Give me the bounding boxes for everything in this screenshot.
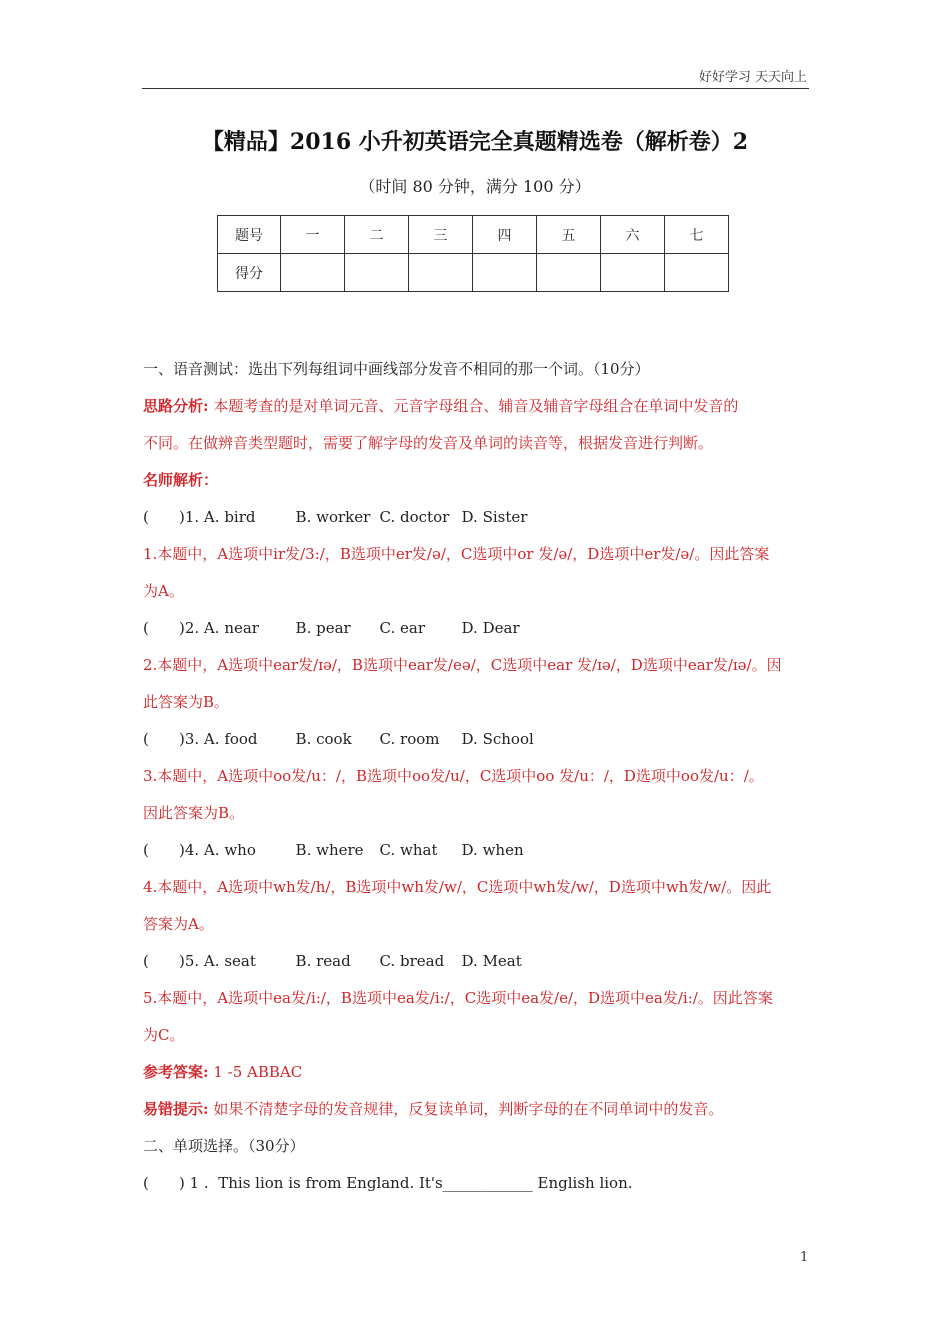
option-c: C. room: [379, 730, 440, 748]
explanation-line: 3.本题中，A选项中oo发/u：/，B选项中oo发/u/，C选项中oo 发/u：/，D选项中oo发/u：/。: [143, 767, 764, 785]
score-table-column: 二: [345, 216, 409, 254]
answer-blank[interactable]: [153, 1165, 179, 1202]
option-d: D. School: [461, 730, 534, 748]
option-a: bird: [219, 508, 256, 526]
explanation-line: 2.本题中，A选项中ear发/ɪə/，B选项中ear发/eə/，C选项中ear 发/ɪə/，D选项中ear发/ɪə/。因: [143, 656, 782, 674]
score-cell: [601, 254, 665, 292]
answer-blank[interactable]: [153, 832, 179, 869]
page-number: 1: [800, 1250, 809, 1265]
open-paren: (: [143, 619, 149, 637]
open-paren: (: [143, 841, 149, 859]
question-number: )3. A.: [179, 730, 220, 748]
score-table-header-row: [218, 216, 729, 254]
tip-label: 易错提示:: [143, 1100, 209, 1118]
score-cell: [409, 254, 473, 292]
option-b: B. cook: [295, 730, 352, 748]
option-a: who: [219, 841, 256, 859]
question-row: [143, 1165, 808, 1202]
analysis-line-2: 不同。在做辨音类型题时，需要了解字母的发音及单词的读音等，根据发音进行判断。: [143, 434, 714, 452]
open-paren: (: [143, 1174, 149, 1192]
question-row: [143, 832, 808, 869]
option-c: C. bread: [379, 952, 445, 970]
question-row: [143, 721, 808, 758]
analysis-label: 思路分析:: [143, 397, 209, 415]
score-table-label: 题号: [218, 216, 281, 254]
answer-label: 参考答案:: [143, 1063, 209, 1081]
page-title: 【精品】2016 小升初英语完全真题精选卷（解析卷）2: [201, 129, 749, 155]
option-c: C. ear: [379, 619, 426, 637]
option-c: C. doctor: [379, 508, 450, 526]
score-cell: [281, 254, 345, 292]
score-table-column: 六: [601, 216, 665, 254]
document-body: [143, 351, 808, 1202]
score-cell: [537, 254, 601, 292]
answer-blank[interactable]: [153, 610, 179, 647]
page-subtitle: （时间 80 分钟，满分 100 分）: [359, 177, 591, 196]
option-d: D. when: [461, 841, 524, 859]
option-b: B. worker: [295, 508, 371, 526]
explanation-line: 4.本题中，A选项中wh发/h/，B选项中wh发/w/，C选项中wh发/w/，D选项中wh发/w/。因此: [143, 878, 772, 896]
score-table-column: 四: [473, 216, 537, 254]
option-d: D. Sister: [461, 508, 528, 526]
option-a: near: [219, 619, 259, 637]
option-a: food: [219, 730, 258, 748]
score-cell: [345, 254, 409, 292]
question-number: )4. A.: [179, 841, 220, 859]
score-table-column: 五: [537, 216, 601, 254]
explanation-line: 为C。: [143, 1026, 185, 1044]
score-cell: [473, 254, 537, 292]
analysis-line: [143, 388, 808, 425]
explanation-line: 因此答案为B。: [143, 804, 245, 822]
score-table: [217, 215, 729, 292]
score-table-column: 一: [281, 216, 345, 254]
answer-blank[interactable]: [153, 943, 179, 980]
open-paren: (: [143, 730, 149, 748]
score-table-score-row: [218, 254, 729, 292]
option-b: B. pear: [295, 619, 351, 637]
answer-text: 1 -5 ABBAC: [208, 1063, 303, 1081]
question-number: )2. A.: [179, 619, 220, 637]
answer-blank[interactable]: [153, 721, 179, 758]
explanation-line: 1.本题中，A选项中ir发/3:/，B选项中er发/ə/，C选项中or 发/ə/，D选项中er发/ə/。因此答案: [143, 545, 770, 563]
score-table-label: 得分: [218, 254, 281, 292]
open-paren: (: [143, 508, 149, 526]
option-c: C. what: [379, 841, 438, 859]
option-d: D. Dear: [461, 619, 520, 637]
score-table-column: 七: [665, 216, 729, 254]
option-a: seat: [219, 952, 256, 970]
header-divider: [142, 88, 809, 89]
question-row: [143, 943, 808, 980]
question-number: )5. A.: [179, 952, 220, 970]
explanation-line: 为A。: [143, 582, 184, 600]
question-row: [143, 499, 808, 536]
tip-line: [143, 1091, 808, 1128]
question-number: )1. A.: [179, 508, 220, 526]
option-b: B. read: [295, 952, 351, 970]
explanation-line: 此答案为B。: [143, 693, 230, 711]
open-paren: (: [143, 952, 149, 970]
answer-line: [143, 1054, 808, 1091]
section1-heading: 一、语音测试：选出下列每组词中画线部分发音不相同的那一个词。（10分）: [143, 360, 650, 378]
teacher-label: 名师解析：: [143, 471, 219, 489]
answer-blank[interactable]: [153, 499, 179, 536]
analysis-text: 本题考查的是对单词元音、元音字母组合、辅音及辅音字母组合在单词中发音的: [208, 397, 739, 415]
tip-text: 如果不清楚字母的发音规律，反复读单词，判断字母的在不同单词中的发音。: [208, 1100, 724, 1118]
option-d: D. Meat: [461, 952, 522, 970]
explanation-line: 5.本题中，A选项中ea发/i:/，B选项中ea发/i:/，C选项中ea发/e/，D选项中ea发/i:/。因此答案: [143, 989, 773, 1007]
option-b: B. where: [295, 841, 364, 859]
question-row: [143, 610, 808, 647]
score-cell: [665, 254, 729, 292]
header-motto: 好好学习 天天向上: [698, 70, 807, 85]
explanation-line: 答案为A。: [143, 915, 214, 933]
question-text: ) 1 . This lion is from England. It's____________ English lion.: [179, 1174, 633, 1192]
score-table-column: 三: [409, 216, 473, 254]
section2-heading: 二、单项选择。（30分）: [143, 1137, 305, 1155]
